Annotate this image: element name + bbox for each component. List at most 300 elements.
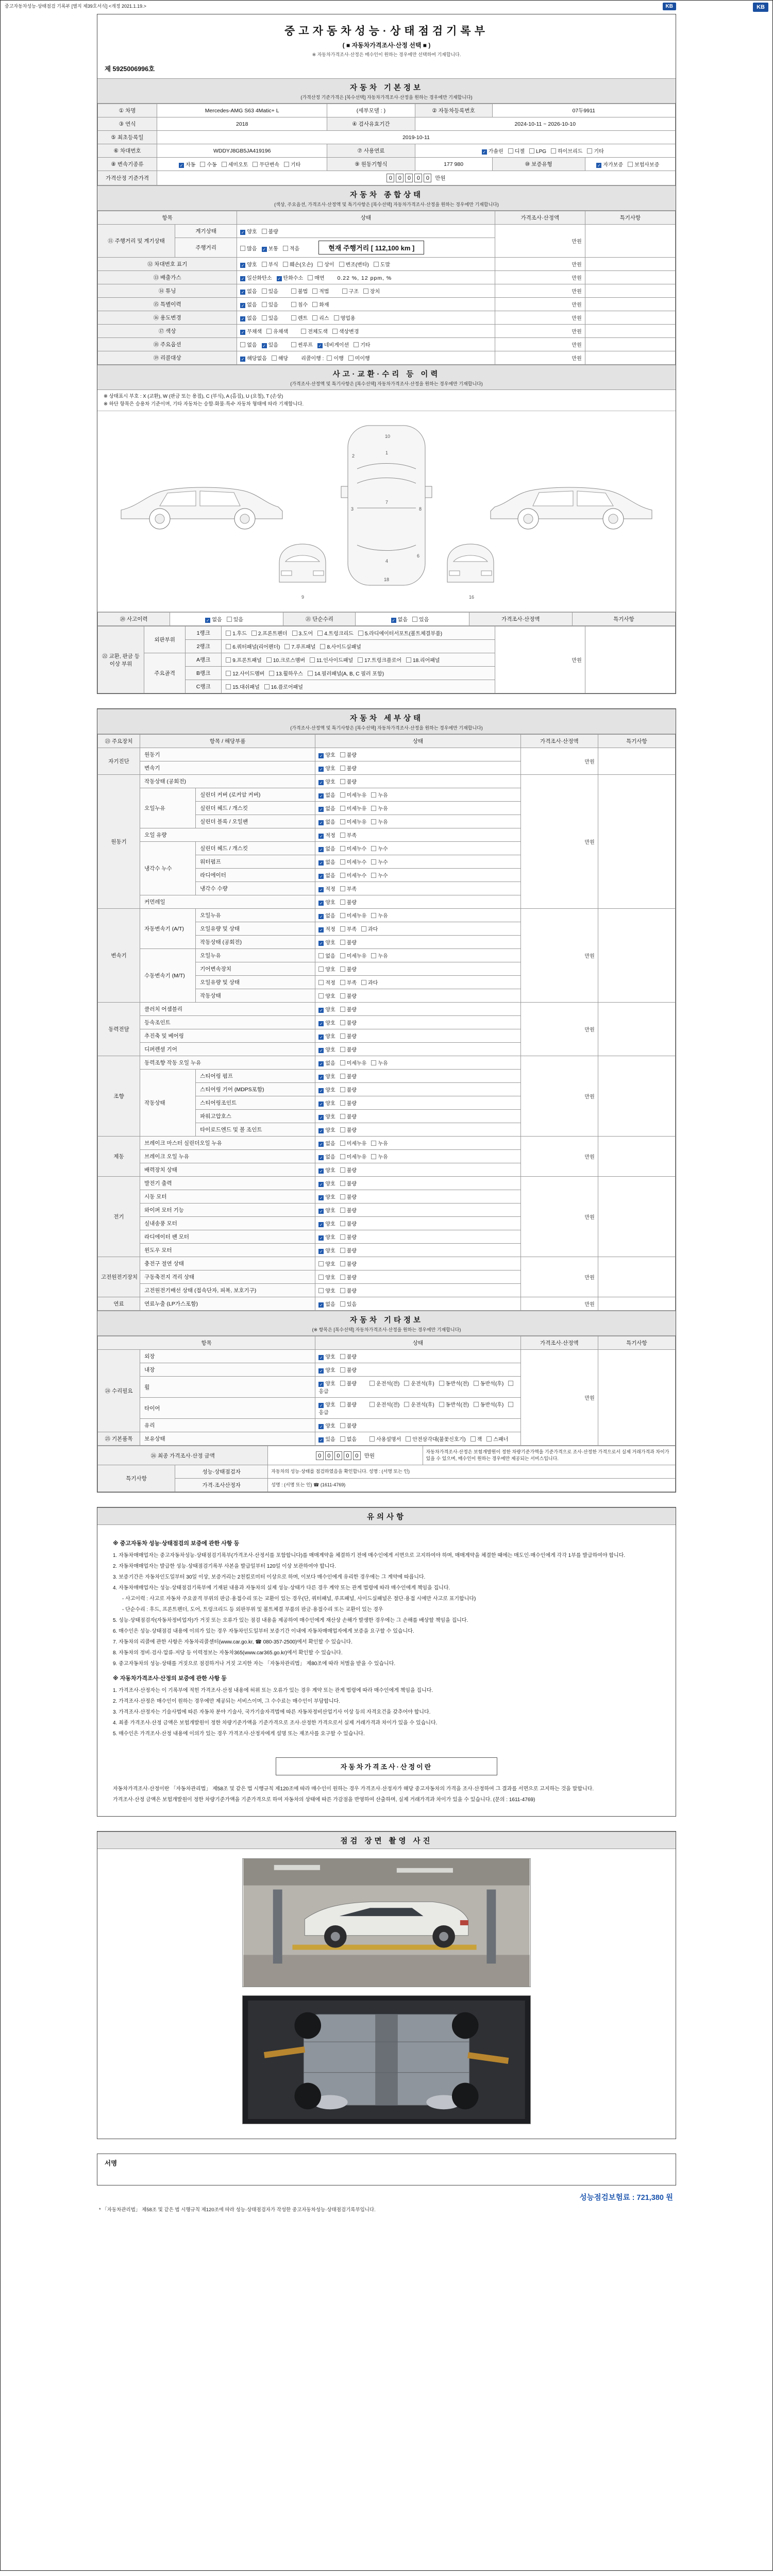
section-detail-header: 자동차 세부상태 (가격조사·산정액 및 특기사항은 [복수선택] 자동차가격조사·산정을 원하는 경우에만 기재합니다) bbox=[97, 709, 676, 734]
checkbox-label: 불량 bbox=[346, 1275, 357, 1281]
svg-text:2: 2 bbox=[352, 453, 355, 459]
field-value: 브레이크 마스터 실린더오일 누유 bbox=[140, 1137, 315, 1150]
checkbox-unchecked bbox=[406, 657, 411, 663]
checkbox-label: 있음 bbox=[346, 1302, 357, 1308]
status-cell bbox=[315, 1244, 520, 1257]
field-value: 작동상태 (공회전) bbox=[140, 775, 315, 788]
amount-digit-box: 0 bbox=[414, 174, 422, 182]
field-value: 2018 bbox=[157, 117, 327, 131]
status-cell bbox=[315, 1257, 520, 1270]
status-cell bbox=[315, 1177, 520, 1190]
svg-text:16: 16 bbox=[469, 595, 475, 600]
checkbox-label: 불량 bbox=[346, 1381, 357, 1387]
checkbox-unchecked bbox=[371, 819, 376, 824]
checkbox-unchecked bbox=[317, 262, 323, 267]
checkbox-unchecked bbox=[262, 289, 267, 294]
amount-cell: 만원 bbox=[495, 351, 585, 365]
signature-label: 서명 bbox=[105, 2159, 117, 2167]
status-cell bbox=[315, 1190, 520, 1204]
checkbox-unchecked bbox=[340, 1167, 345, 1173]
checkbox-unchecked bbox=[340, 859, 345, 865]
checkbox-label: 양호 bbox=[325, 766, 335, 772]
amount-digit-box: 0 bbox=[353, 1451, 361, 1460]
checkbox-label: 적정 bbox=[325, 980, 335, 987]
checkbox-label: 13.휠하우스 bbox=[276, 671, 303, 677]
checkbox-unchecked bbox=[320, 644, 325, 649]
amount-cell: 만원 bbox=[495, 258, 585, 271]
checkbox-unchecked bbox=[340, 1127, 345, 1132]
checkbox-label: 미이행 bbox=[355, 356, 370, 362]
field-label: ⑨ 원동기형식 bbox=[327, 158, 415, 171]
notice-line: 4. 자동차매매업자는 성능·상태점검기록부에 기재된 내용과 자동차의 실제 성능·상태가 다른 경우 계약 또는 관계 법령에 따라 매수인에게 책임을 집니다. bbox=[113, 1585, 450, 1591]
checkbox-unchecked bbox=[340, 1074, 345, 1079]
checkbox-label: 무채색 bbox=[247, 329, 262, 335]
checkbox-label: 불량 bbox=[346, 1181, 357, 1188]
field-value: 수동변속기 (M/T) bbox=[140, 949, 196, 1003]
field-label: ⑲ 리콜대상 bbox=[98, 351, 237, 365]
field-value: 오일누유 bbox=[196, 949, 315, 962]
status-cell bbox=[315, 1419, 520, 1432]
field-value: 냉각수 누수 bbox=[140, 842, 196, 895]
checkbox-unchecked bbox=[308, 275, 313, 280]
checkbox-unchecked bbox=[318, 1288, 324, 1293]
field-label: 항목 bbox=[98, 1336, 315, 1350]
field-value: 작동상태 (공회전) bbox=[196, 936, 315, 949]
checkbox-label: 불량 bbox=[346, 1368, 357, 1374]
field-label: 변속기 bbox=[98, 909, 140, 1003]
field-value bbox=[585, 325, 675, 338]
field-value bbox=[598, 775, 675, 909]
field-value: 오일유량 및 상태 bbox=[196, 976, 315, 989]
field-value: (세부모델 : ) bbox=[327, 104, 415, 117]
etc-info-table bbox=[97, 1336, 676, 1446]
checkbox-unchecked bbox=[284, 162, 289, 167]
checkbox-unchecked bbox=[226, 671, 231, 676]
status-cell bbox=[237, 351, 495, 365]
status-cell bbox=[315, 1163, 520, 1177]
detail-state-table bbox=[97, 734, 676, 1311]
checkbox-checked bbox=[262, 343, 267, 348]
field-value: 라디에이터 팬 모터 bbox=[140, 1230, 315, 1244]
page-title: 중고자동차성능·상태점검기록부 bbox=[284, 25, 489, 37]
checkbox-label: 불량 bbox=[346, 900, 357, 906]
checkbox-unchecked bbox=[308, 671, 313, 676]
status-cell bbox=[237, 298, 495, 311]
checkbox-label: 탄화수소 bbox=[283, 276, 304, 281]
checkbox-label: 양호 bbox=[325, 1088, 335, 1094]
field-value: WDDYJ8GB5JA419196 bbox=[157, 144, 327, 158]
price-definition-title: 자동차가격조사·산정이란 bbox=[276, 1757, 497, 1775]
field-label: ㉕ 기본품목 bbox=[98, 1432, 140, 1446]
checkbox-unchecked bbox=[406, 1436, 411, 1442]
checkbox-unchecked bbox=[404, 1381, 409, 1386]
checkbox-label: 불량 bbox=[346, 1101, 357, 1107]
checkbox-unchecked bbox=[439, 1402, 444, 1407]
checkbox-label: 없음 bbox=[325, 806, 335, 812]
status-cell bbox=[237, 271, 495, 284]
main-form-box bbox=[97, 14, 676, 694]
checkbox-label: 미세누유 bbox=[346, 1141, 367, 1147]
checkbox-unchecked bbox=[340, 1114, 345, 1119]
checkbox-unchecked bbox=[371, 1060, 376, 1065]
section-etc-header: 자동차 기타정보 (※ 항목은 [복수선택] 자동차가격조사·산정을 원하는 경우에만 기재합니다) bbox=[97, 1311, 676, 1336]
checkbox-label: 불량 bbox=[346, 1088, 357, 1094]
field-value bbox=[598, 909, 675, 1003]
field-label: ㉓ 주요장치 bbox=[98, 735, 140, 748]
checkbox-checked bbox=[318, 1155, 324, 1160]
checkbox-checked bbox=[318, 1021, 324, 1026]
notice-line: 5. 매수인은 가격조사·산정 내용에 이의가 있는 경우 가격조사·산정자에게 설명 또는 재조사를 요구할 수 있습니다. bbox=[113, 1731, 365, 1737]
status-cell bbox=[315, 1150, 520, 1163]
vehicle-diagram-area bbox=[97, 411, 676, 612]
price-definition-body bbox=[97, 1781, 676, 1816]
field-value: 07두9911 bbox=[492, 104, 675, 117]
field-value: 배력장치 상태 bbox=[140, 1163, 315, 1177]
status-cell bbox=[315, 909, 520, 922]
status-cell bbox=[237, 238, 495, 258]
status-cell bbox=[237, 325, 495, 338]
inspection-premium bbox=[100, 2192, 673, 2202]
field-value: 워터펌프 bbox=[196, 855, 315, 869]
checkbox-label: 10.크로스멤버 bbox=[273, 658, 306, 664]
field-label: C랭크 bbox=[186, 680, 222, 693]
checkbox-label: 불량 bbox=[346, 1021, 357, 1027]
checkbox-label: 양호 bbox=[325, 1262, 335, 1268]
checkbox-unchecked bbox=[371, 859, 376, 865]
field-label: 동력전달 bbox=[98, 1003, 140, 1056]
checkbox-checked bbox=[482, 149, 487, 155]
field-value bbox=[598, 1137, 675, 1177]
field-value: 발전기 출력 bbox=[140, 1177, 315, 1190]
checkbox-unchecked bbox=[272, 355, 277, 361]
field-label: 항목 bbox=[98, 211, 237, 225]
checkbox-checked bbox=[262, 247, 267, 252]
checkbox-label: 부족 bbox=[346, 927, 357, 933]
checkbox-label: 부족 bbox=[346, 833, 357, 839]
field-label: 원동기 bbox=[98, 775, 140, 909]
checkbox-label: 없음 bbox=[247, 302, 257, 308]
field-label: 주행거리 bbox=[175, 238, 237, 258]
inspection-photo-lift bbox=[242, 1858, 531, 1987]
field-value bbox=[585, 284, 675, 298]
status-cell bbox=[585, 158, 675, 171]
checkbox-unchecked bbox=[291, 315, 296, 320]
checkbox-unchecked bbox=[342, 289, 347, 294]
checkbox-unchecked bbox=[327, 355, 332, 361]
amount-unit: 만원 bbox=[435, 175, 446, 181]
checkbox-unchecked bbox=[340, 1301, 345, 1307]
checkbox-unchecked bbox=[291, 289, 296, 294]
status-cell bbox=[415, 144, 675, 158]
field-label: ⑮ 특별이력 bbox=[98, 298, 237, 311]
checkbox-unchecked bbox=[361, 980, 366, 985]
checkbox-unchecked bbox=[291, 302, 296, 307]
checkbox-label: 불량 bbox=[346, 1074, 357, 1080]
checkbox-checked bbox=[318, 1168, 324, 1174]
field-value bbox=[585, 258, 675, 271]
checkbox-label: 누유 bbox=[378, 1141, 388, 1147]
checkbox-unchecked bbox=[312, 302, 317, 307]
checkbox-label: 불량 bbox=[346, 1195, 357, 1201]
checkbox-label: 양호 bbox=[325, 1222, 335, 1228]
checkbox-label: 누수 bbox=[378, 860, 388, 866]
checkbox-checked bbox=[318, 927, 324, 933]
front-view-diagram bbox=[279, 544, 326, 600]
checkbox-label: 미세누유 bbox=[346, 1155, 367, 1161]
field-value: 작동상태 bbox=[140, 1070, 196, 1137]
document-number: 제 5925006996호 bbox=[105, 65, 155, 73]
checkbox-unchecked bbox=[292, 631, 297, 636]
checkbox-label: 불량 bbox=[346, 1289, 357, 1295]
checkbox-label: 없음 bbox=[247, 343, 257, 348]
checkbox-checked bbox=[318, 1048, 324, 1053]
checkbox-checked bbox=[240, 357, 245, 362]
field-value: 와이퍼 모터 기능 bbox=[140, 1204, 315, 1217]
checkbox-unchecked bbox=[200, 162, 205, 167]
checkbox-unchecked bbox=[262, 229, 267, 234]
checkbox-checked bbox=[318, 1222, 324, 1227]
field-value: 실린더 헤드 / 개스킷 bbox=[196, 802, 315, 815]
amount-cell: 만원 bbox=[520, 1350, 598, 1446]
amount-cell: 만원 bbox=[495, 338, 585, 351]
measured-values: 0.22 %, 12 ppm, % bbox=[337, 275, 392, 281]
checkbox-label: 없음 bbox=[346, 1437, 357, 1443]
checkbox-label: 미세누유 bbox=[346, 913, 367, 920]
field-label: 가격·조사산정자 bbox=[175, 1479, 268, 1492]
checkbox-label: 양호 bbox=[325, 1114, 335, 1121]
checkbox-unchecked bbox=[301, 329, 306, 334]
checkbox-checked bbox=[277, 276, 282, 281]
field-value: 유리 bbox=[140, 1419, 315, 1432]
checkbox-label: 3.도어 bbox=[298, 631, 313, 637]
checkbox-label: 썬루프 bbox=[297, 343, 313, 348]
field-label: ㉑ 단순수리 bbox=[283, 613, 356, 626]
field-value: 변속기 bbox=[140, 761, 315, 775]
field-label: 항목 / 해당부품 bbox=[140, 735, 315, 748]
checkbox-unchecked bbox=[358, 631, 363, 636]
status-cell bbox=[237, 311, 495, 325]
status-cell bbox=[237, 338, 495, 351]
checkbox-unchecked bbox=[262, 262, 267, 267]
checkbox-label: 보통 bbox=[268, 246, 278, 252]
checkbox-label: 적음 bbox=[289, 246, 300, 252]
checkbox-checked bbox=[318, 1075, 324, 1080]
checkbox-label: 가솔린 bbox=[488, 149, 503, 155]
field-label: 2랭크 bbox=[186, 640, 222, 653]
checkbox-label: 15.대쉬패널 bbox=[232, 685, 260, 691]
status-cell bbox=[356, 613, 469, 626]
field-value: 오일누유 bbox=[140, 788, 196, 828]
checkbox-label: 불량 bbox=[346, 779, 357, 786]
checkbox-label: 양호 bbox=[325, 1208, 335, 1214]
amount-cell: 만원 bbox=[520, 1177, 598, 1257]
checkbox-unchecked bbox=[404, 1402, 409, 1407]
field-value: 구동축전지 격리 상태 bbox=[140, 1270, 315, 1284]
checkbox-label: 침수 bbox=[297, 302, 308, 308]
field-value: 디퍼렌셜 기어 bbox=[140, 1043, 315, 1056]
checkbox-label: 매연 bbox=[314, 276, 325, 281]
field-label: ⑰ 색상 bbox=[98, 325, 237, 338]
checkbox-label: 사용설명서 bbox=[376, 1437, 401, 1443]
amount-digit-box: 0 bbox=[344, 1451, 351, 1460]
field-label: 특기사항 bbox=[598, 735, 675, 748]
legal-footnote: * 「자동차관리법」 제58조 및 같은 법 시행규칙 제120조에 따라 성능·상태점검자가 작성한 중고자동차성능·상태점검기록부입니다. bbox=[99, 2207, 376, 2213]
checkbox-checked bbox=[240, 276, 245, 281]
status-cell bbox=[237, 284, 495, 298]
checkbox-label: 없음 bbox=[247, 316, 257, 321]
checkbox-checked bbox=[240, 263, 245, 268]
checkbox-label: 있음 bbox=[268, 316, 278, 321]
checkbox-label: 양호 bbox=[325, 779, 335, 786]
checkbox-label: 1.후드 bbox=[232, 631, 247, 637]
checkbox-unchecked bbox=[508, 1381, 513, 1386]
field-value bbox=[268, 1446, 423, 1465]
checkbox-label: 하이브리드 bbox=[558, 149, 583, 155]
checkbox-label: 불량 bbox=[346, 1262, 357, 1268]
checkbox-label: 양호 bbox=[325, 1235, 335, 1241]
checkbox-unchecked bbox=[227, 617, 232, 622]
checkbox-label: 양호 bbox=[247, 262, 257, 268]
inspection-photo-underbody bbox=[242, 1995, 531, 2124]
svg-text:3: 3 bbox=[351, 506, 354, 512]
field-value bbox=[598, 1003, 675, 1056]
checkbox-unchecked bbox=[340, 1234, 345, 1240]
checkbox-label: 훼손(오손) bbox=[289, 262, 313, 268]
checkbox-checked bbox=[318, 887, 324, 892]
section-basic-header: 자동차 기본정보 (가격산정 기준가격은 [복수선택] 자동차가격조사·산정을 원하는 경우에만 기재합니다) bbox=[97, 78, 676, 104]
checkbox-label: 적정 bbox=[325, 927, 335, 933]
field-value: 커먼레일 bbox=[140, 895, 315, 909]
field-value: 실린더 블록 / 오일팬 bbox=[196, 815, 315, 828]
status-cell bbox=[315, 922, 520, 936]
field-value: Mercedes-AMG S63 4Matic+ L bbox=[157, 104, 327, 117]
checkbox-label: 누유 bbox=[378, 913, 388, 920]
checkbox-label: 양호 bbox=[325, 1007, 335, 1013]
checkbox-checked bbox=[318, 901, 324, 906]
checkbox-label: 불량 bbox=[346, 967, 357, 973]
checkbox-unchecked bbox=[312, 315, 317, 320]
checkbox-unchecked bbox=[340, 1402, 345, 1407]
notice-line: 4. 최종 가격조사·산정 금액은 보험개발원이 정한 차량기준가액을 기준가격으로 조사·산정한 가격으로서 실제 거래가격과 차이가 있을 수 있습니다. bbox=[113, 1720, 438, 1726]
checkbox-label: 미세누유 bbox=[346, 954, 367, 960]
signature-box bbox=[97, 2154, 676, 2185]
status-cell bbox=[315, 1137, 520, 1150]
checkbox-checked bbox=[318, 1235, 324, 1241]
photos-area bbox=[97, 1849, 676, 2139]
checkbox-label: 2.프론트펜더 bbox=[258, 631, 288, 637]
checkbox-label: 불량 bbox=[346, 1047, 357, 1054]
field-value: 스티어링조인트 bbox=[196, 1096, 315, 1110]
checkbox-label: 17.트렁크플로어 bbox=[364, 658, 402, 664]
checkbox-checked bbox=[318, 860, 324, 866]
checkbox-label: 없음 bbox=[325, 1302, 335, 1308]
field-value: 클러치 어셈블리 bbox=[140, 1003, 315, 1016]
field-value: 자동차가격조사·산정은 보험개발원이 정한 차량기준가액을 기준가격으로 조사·산정한 가격으로서 실제 거래가격과 차이가 있을 수 있으며, 매수인이 원하는 경우에만 제공되는 서비스입니다. bbox=[423, 1446, 675, 1465]
checkbox-unchecked bbox=[340, 1020, 345, 1025]
status-cell bbox=[315, 1083, 520, 1096]
checkbox-label: 동반석(전) bbox=[445, 1381, 469, 1387]
top-view-diagram bbox=[341, 426, 432, 585]
field-value: 스티어링 펌프 bbox=[196, 1070, 315, 1083]
status-cell bbox=[315, 855, 520, 869]
notice-line: 3. 가격조사·산정자는 기술사법에 따른 자동차 분야 기술사, 국가기술자격법에 따른 자동차정비산업기사 이상 등의 자격요건을 갖추어야 합니다. bbox=[113, 1709, 431, 1715]
field-value: 오일누유 bbox=[196, 909, 315, 922]
checkbox-label: 불량 bbox=[346, 1423, 357, 1430]
field-label: A랭크 bbox=[186, 653, 222, 667]
checkbox-unchecked bbox=[369, 1381, 375, 1386]
checkbox-label: 안전삼각대(불꽃신호기) bbox=[412, 1437, 466, 1443]
amount-cell: 만원 bbox=[495, 311, 585, 325]
checkbox-unchecked bbox=[529, 148, 534, 154]
checkbox-label: 운전석(전) bbox=[376, 1402, 400, 1409]
field-value bbox=[585, 626, 675, 693]
checkbox-label: 없음 bbox=[325, 820, 335, 826]
checkbox-checked bbox=[179, 163, 184, 168]
amount-cell: 만원 bbox=[495, 298, 585, 311]
amount-cell: 만원 bbox=[520, 1137, 598, 1177]
field-label: ⑭ 튜닝 bbox=[98, 284, 237, 298]
checkbox-unchecked bbox=[340, 846, 345, 851]
field-label: 가격조사·산정액 bbox=[469, 613, 572, 626]
notice-box bbox=[97, 1507, 676, 1816]
checkbox-label: 유채색 bbox=[273, 329, 289, 335]
checkbox-checked bbox=[318, 1088, 324, 1093]
field-label: ⑧ 변속기종류 bbox=[98, 158, 157, 171]
side-view-left-diagram bbox=[121, 487, 282, 529]
checkbox-checked bbox=[318, 1368, 324, 1374]
checkbox-checked bbox=[317, 343, 323, 348]
checkbox-label: 불량 bbox=[346, 1128, 357, 1134]
checkbox-label: 동반석(전) bbox=[445, 1402, 469, 1409]
field-label: 외판부위 bbox=[144, 626, 186, 653]
field-label: ⑤ 최초등록일 bbox=[98, 131, 157, 144]
checkbox-checked bbox=[318, 807, 324, 812]
checkbox-checked bbox=[318, 1061, 324, 1066]
checkbox-label: 양호 bbox=[325, 1021, 335, 1027]
checkbox-checked bbox=[240, 290, 245, 295]
checkbox-label: 미세누유 bbox=[346, 1061, 367, 1067]
checkbox-label: 양호 bbox=[325, 1195, 335, 1201]
checkbox-checked bbox=[318, 1382, 324, 1387]
checkbox-unchecked bbox=[340, 1367, 345, 1372]
field-value: 내장 bbox=[140, 1363, 315, 1377]
side-view-right-diagram bbox=[491, 487, 652, 529]
notice-line: 1. 가격조사·산정자는 이 기록부에 적힌 가격조사·산정 내용에 허위 또는 오류가 있는 경우 계약 또는 관계 법령에 따라 매수인에게 책임을 집니다. bbox=[113, 1687, 433, 1693]
checkbox-label: 양호 bbox=[325, 1368, 335, 1374]
checkbox-label: 누유 bbox=[378, 820, 388, 826]
checkbox-label: 불량 bbox=[346, 766, 357, 772]
checkbox-checked bbox=[240, 316, 245, 321]
checkbox-label: 자가보증 bbox=[603, 162, 624, 168]
checkbox-unchecked bbox=[334, 315, 339, 320]
checkbox-unchecked bbox=[226, 657, 231, 663]
checkbox-unchecked bbox=[291, 342, 296, 347]
checkbox-unchecked bbox=[340, 1060, 345, 1065]
checkbox-checked bbox=[318, 874, 324, 879]
field-label: 연료 bbox=[98, 1297, 140, 1311]
field-label: ③ 연식 bbox=[98, 117, 157, 131]
checkbox-unchecked bbox=[340, 1181, 345, 1186]
checkbox-label: 양호 bbox=[325, 1275, 335, 1281]
checkbox-label: 불량 bbox=[346, 1007, 357, 1013]
amount-digit-box: 0 bbox=[396, 174, 404, 182]
status-cell bbox=[315, 1003, 520, 1016]
checkbox-unchecked bbox=[340, 913, 345, 918]
notice-line: - 단순수리 : 후드, 프론트펜더, 도어, 트렁크리드 등 외판부위 및 볼트체결 부품의 판금·용접수리 또는 교환이 있는 경우 bbox=[122, 1607, 383, 1613]
svg-text:7: 7 bbox=[385, 500, 389, 505]
amount-unit: 만원 bbox=[364, 1452, 375, 1459]
field-value: 실린더 커버 (로커암 커버) bbox=[196, 788, 315, 802]
